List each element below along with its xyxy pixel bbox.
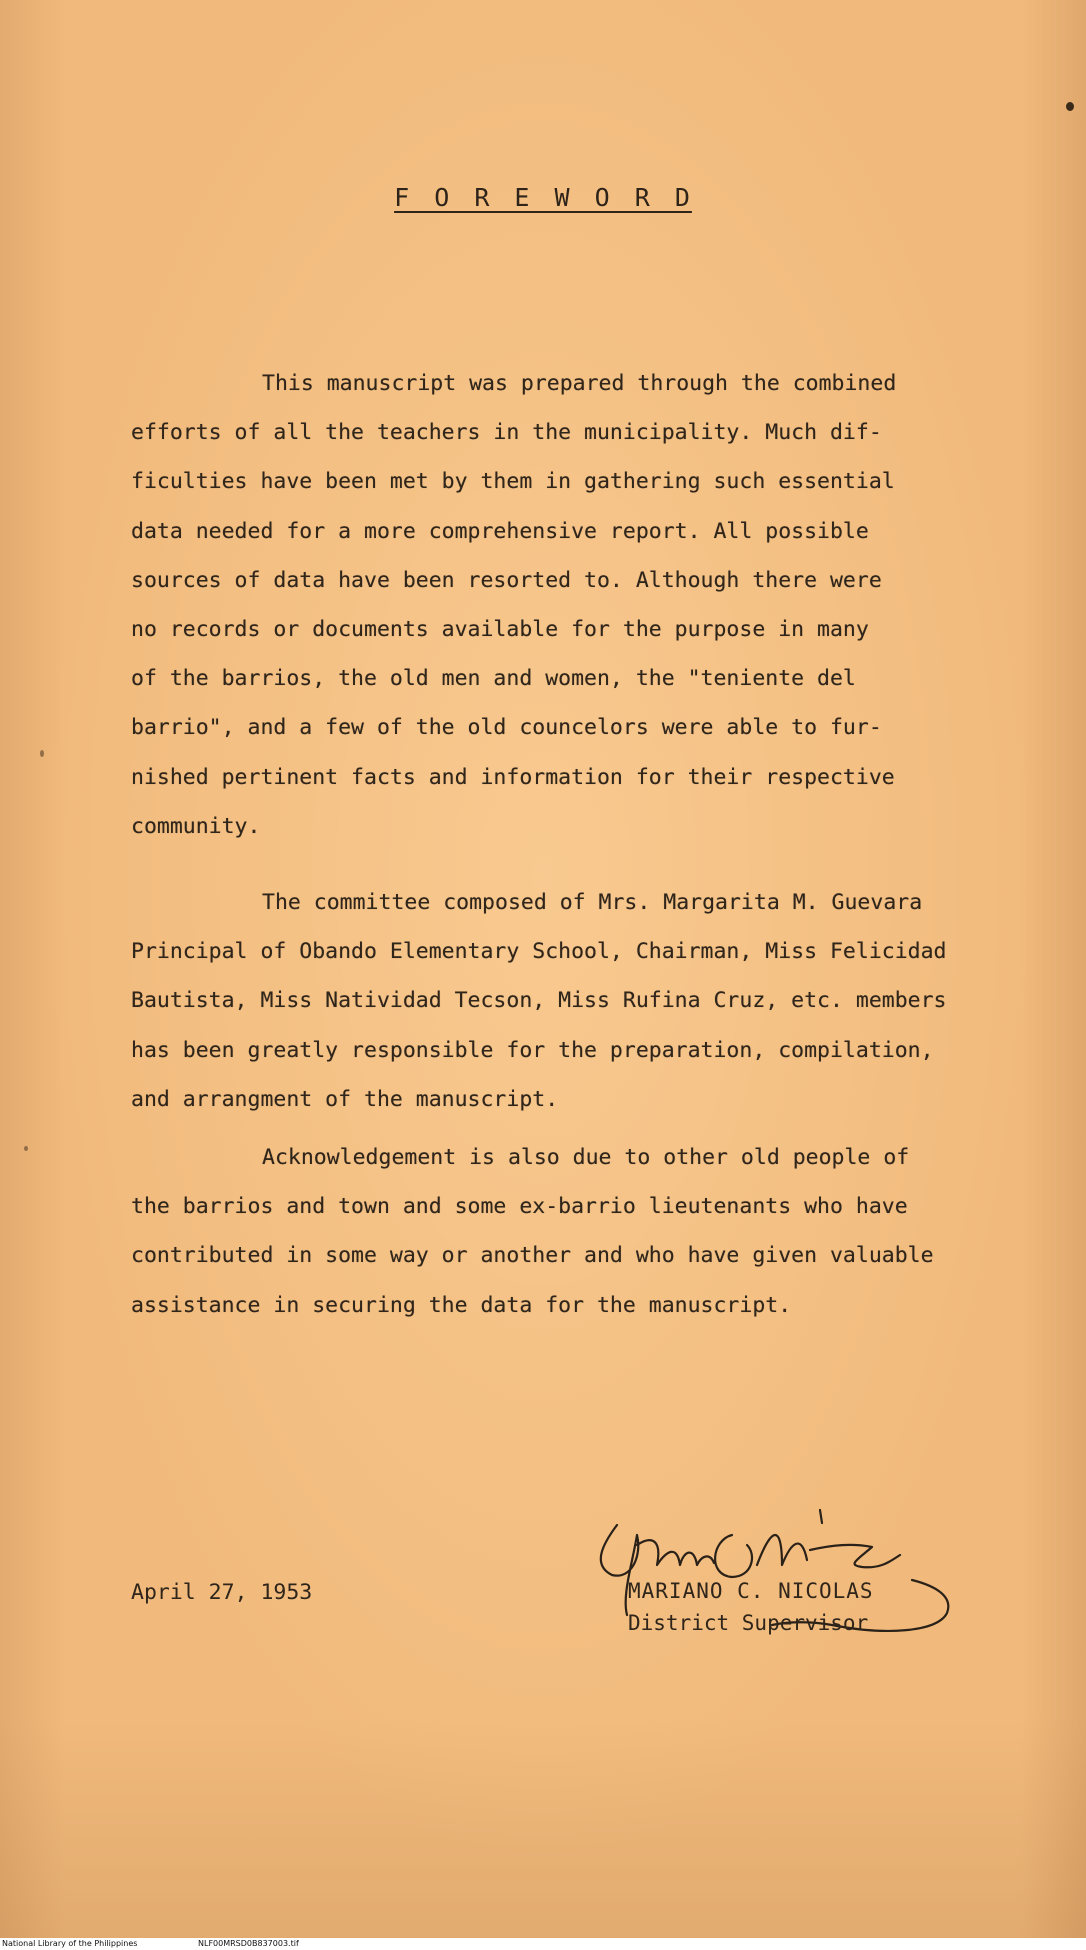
archive-footer [0,1938,1086,1950]
signer-name: MARIANO C. NICOLAS [628,1579,874,1603]
paper-speck [24,1146,28,1151]
signer-title: District Supervisor [628,1611,869,1635]
paragraph-3: Acknowledgement is also due to other old people of the barrios and town and some ex-barrio lieutenants who have contributed in some way or another and who have given valuable assistance in securing the data for the manuscript. [131,1145,934,1318]
footer-right: NLF00MRSD0B837003.tif [198,1939,299,1948]
paper-speck [1066,102,1074,111]
paragraph-2: The committee composed of Mrs. Margarita M. Guevara Principal of Obando Elementary School, Chairman, Miss Felicidad Bautista, Miss Natividad Tecson, Miss Rufina Cruz, etc. members has been greatly responsible for the preparation, compilation, and arrangment of the manuscript. [131,890,947,1112]
paragraph-1: This manuscript was prepared through the combined efforts of all the teachers in the municipality. Much dif- ficulties have been met by them in gathering such essential data needed for a more comprehensive report. All possible sources of data have been resorted to. Although there were no records or documents available for the purpose in many of the barrios, the old men and women, the "teniente del barrio", and a few of the old councelors were able to fur- nished pertinent facts and information for their respective community. [131,371,897,839]
document-date: April 27, 1953 [131,1580,313,1605]
paper-speck [40,750,44,757]
title-text: F O R E W O R D [394,183,692,212]
footer-left: National Library of the Philippines [2,1939,138,1948]
page-title [0,183,1086,212]
